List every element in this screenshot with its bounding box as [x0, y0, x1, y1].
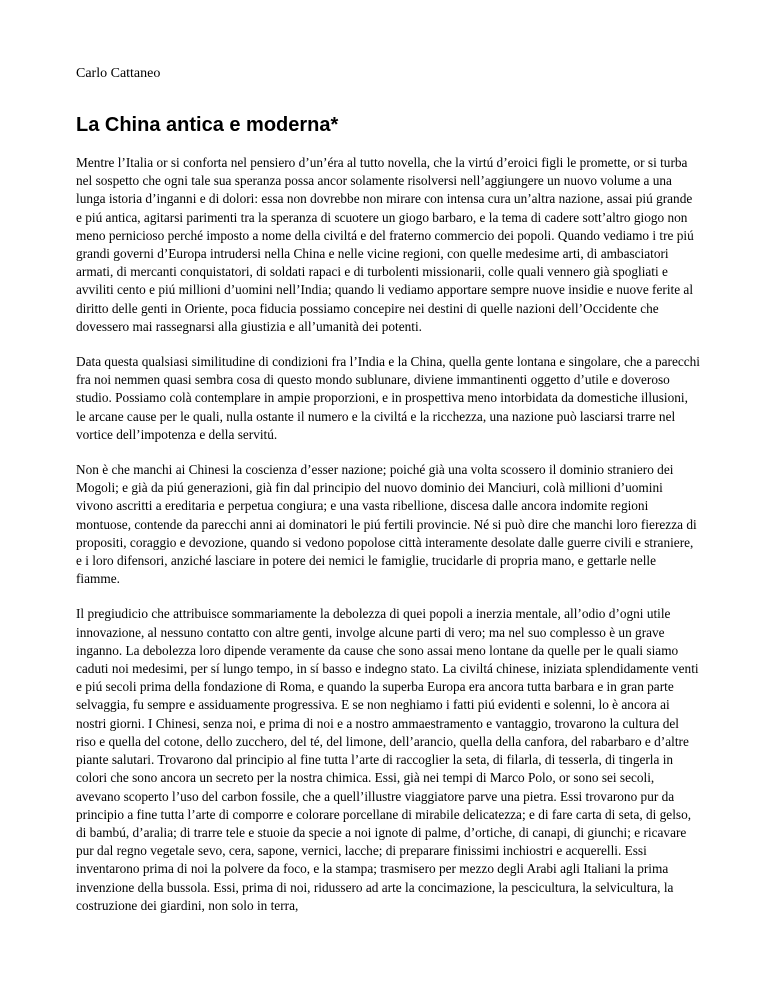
paragraph-1: Mentre l’Italia or si conforta nel pensiero d’un’éra al tutto novella, che la virtú d’eroici figli le promette, or si turba nel sospetto che ogni tale sua speranza possa ancor solamente risolversi nell’aggiungere un nuovo volume a una lunga istoria d’inganni e di dolori: essa non dovrebbe non mirare con intensa cura un’altra nazione, assai piú grande e piú antica, agitarsi parimenti tra la speranza di scuotere un giogo barbaro, e la tema di cadere sott’altro giogo non meno pernicioso perché imposto a nome della civiltá e del fraterno commercio dei popoli. Quando vediamo i tre piú grandi governi d’Europa intrudersi nella China e nelle vicine regioni, con quelle medesime arti, di ambasciatori armati, di mercanti conquistatori, di soldati rapaci e di turbolenti missionarii, colle quali vennero già spogliati e avviliti cento e piú millioni d’uomini nell’India; quando li vediamo apportare sempre nuove insidie e nuove ferite al diritto delle genti in Oriente, poca fiducia possiamo concepire nei destini di quelle nazioni dell’Occidente che dovessero mai rassegnarsi alla giustizia e all’umanità dei potenti.	[76, 155, 694, 334]
document-body	[76, 154, 700, 932]
document-title: La China antica e moderna*	[76, 114, 339, 136]
paragraph-4: Il pregiudicio che attribuisce sommariamente la debolezza di quei popoli a inerzia mentale, all’odio d’ogni utile innovazione, al nessuno contatto con altre genti, involge alcune parti di vero; ma nel suo complesso è un grave inganno. La debolezza loro dipende veramente da cause che sono assai meno lontane da quelle per le quali siamo caduti noi medesimi, per sí lungo tempo, in sí basso e indegno stato. La civiltá chinese, iniziata splendidamente venti e piú secoli prima della fondazione di Roma, e quando la superba Europa era ancora tutta barbara e in gran parte selvaggia, fu sempre e assiduamente progressiva. E se non neghiamo i fatti piú evidenti e solenni, lo è ancora ai nostri giorni. I Chinesi, senza noi, e prima di noi e a nostro ammaestramento e vantaggio, trovarono la cultura del riso e quella del cotone, dello zucchero, del té, del limone, dell’arancio, quella della canfora, del rabarbaro e d’altre piante salutari. Trovarono dal principio al fine tutta l’arte di raccoglier la seta, di filarla, di tesserla, di tingerla in colori che sono ancora un secreto per la nostra chimica. Essi, già nei tempi di Marco Polo, or sono sei secoli, avevano scoperto l’uso del carbon fossile, che a quell’illustre viaggiatore parve una pietra. Essi trovarono pur da principio a fine tutta l’arte di comporre e colorare porcellane di mirabile delicatezza; e di fare carta di seta, di gelso, di bambú, d’aralia; di trarre tele e stuoie da specie a noi ignote di palme, d’ortiche, di canapi, di giunchi; e ricavare pur dal regno vegetale sevo, cera, sapone, vernici, lacche; di preparare finissimi inchiostri e acquerelli. Essi inventarono prima di noi la polvere da foco, e la stampa; trasmisero per mezzo degli Arabi agli Italiani la prima invenzione della bussola. Essi, prima di noi, ridussero ad arte la concimazione, la pescicultura, la selvicultura, la costruzione dei giardini, non solo in terra,	[76, 606, 699, 913]
author-name: Carlo Cattaneo	[76, 66, 161, 81]
paragraph-3: Non è che manchi ai Chinesi la coscienza d’esser nazione; poiché già una volta scossero il dominio straniero dei Mogoli; e già da piú generazioni, già fin dal principio del nuovo dominio dei Manciuri, colà millioni d’uomini vivono ascritti a ereditaria e perpetua congiura; e una vasta ribellione, discesa dalle ancora indomite regioni montuose, contende da parecchi anni ai dominatori le piú fertili provincie. Né si può dire che manchi loro fierezza di propositi, coraggio e devozione, quando si vedono popolose città interamente desolate dalle guerre civili e straniere, e i loro difensori, anziché lasciare in potere dei nemici le famiglie, trucidarle di propria mano, e gettarle nelle fiamme.	[76, 462, 697, 587]
paragraph-2: Data questa qualsiasi similitudine di condizioni fra l’India e la China, quella gente lontana e singolare, che a parecchi fra noi nemmen quasi sembra cosa di questo mondo sublunare, diviene immantinenti oggetto d’utile e doveroso studio. Possiamo colà contemplare in ampie proporzioni, e in prospettiva meno intorbidata da domestiche illusioni, le arcane cause per le quali, nulla ostante il numero e la civiltá e la ricchezza, una nazione può lasciarsi trarre nel vortice dell’impotenza e della servitú.	[76, 354, 700, 442]
